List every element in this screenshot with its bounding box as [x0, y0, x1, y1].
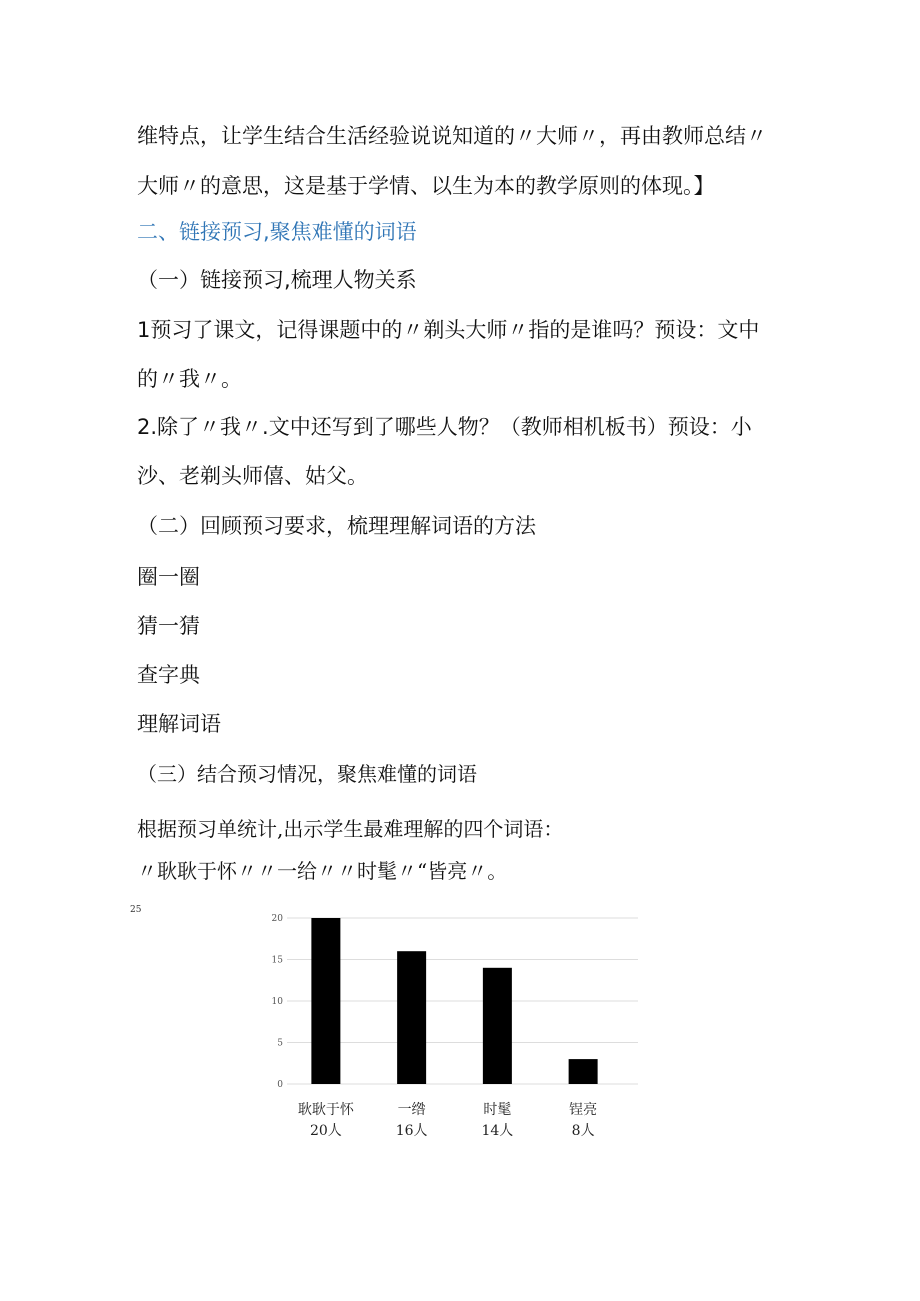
paragraph-7: 根据预习单统计,出示学生最难理解的四个词语：	[137, 817, 564, 841]
paragraph-5: 2.除了〃我〃.文中还写到了哪些人物？（教师相机板书）预设：小	[137, 415, 752, 439]
x-category-label: 锃亮	[569, 1102, 598, 1118]
x-count-label: 20人	[309, 1123, 342, 1139]
bar	[397, 951, 426, 1084]
word-list: 〃耿耿于怀〃〃一给〃〃时髦〃“皆亮〃。	[137, 859, 508, 883]
x-category-label: 时髦	[483, 1102, 512, 1118]
y-tick-label: 10	[271, 997, 283, 1007]
subheading-1: （一）链接预习,梳理人物关系	[137, 268, 417, 292]
subheading-2: （二）回顾预习要求，梳理理解词语的方法	[137, 514, 536, 538]
subheading-3: （三）结合预习情况，聚焦难懂的词语	[137, 762, 477, 786]
section-heading: 二、链接预习,聚焦难懂的词语	[137, 220, 417, 244]
method-item-circle: 圈一圈	[137, 565, 200, 589]
x-count-label: 14人	[481, 1123, 514, 1139]
y-tick-label: 15	[271, 955, 283, 966]
bar	[483, 968, 512, 1084]
method-item-dictionary: 查字典	[137, 663, 200, 687]
y-tick-label: 20	[271, 914, 283, 924]
method-item-understand: 理解词语	[137, 712, 221, 736]
paragraph-1: 维特点，让学生结合生活经验说说知道的〃大师〃，再由教师总结〃	[137, 124, 767, 148]
paragraph-3: 1预习了课文，记得课题中的〃剃头大师〃指的是谁吗？预设：文中	[137, 318, 760, 342]
paragraph-2: 大师〃的意思，这是基于学情、以生为本的教学原则的体现。】	[137, 174, 715, 198]
x-count-label: 8人	[571, 1123, 595, 1139]
x-category-label: 耿耿于怀	[297, 1102, 354, 1118]
y-tick-label: 0	[277, 1080, 283, 1090]
bar	[569, 1059, 598, 1084]
x-count-label: 16人	[395, 1123, 428, 1139]
paragraph-4: 的〃我〃。	[137, 367, 242, 391]
y-tick-label: 5	[277, 1038, 283, 1049]
bar-chart	[130, 900, 660, 1150]
paragraph-6: 沙、老剃头师僖、姑父。	[137, 464, 368, 488]
method-item-guess: 猜一猜	[137, 614, 200, 638]
bar	[311, 918, 340, 1084]
x-category-label: 一绺	[397, 1102, 426, 1118]
chart-top-label: 25	[130, 905, 142, 915]
